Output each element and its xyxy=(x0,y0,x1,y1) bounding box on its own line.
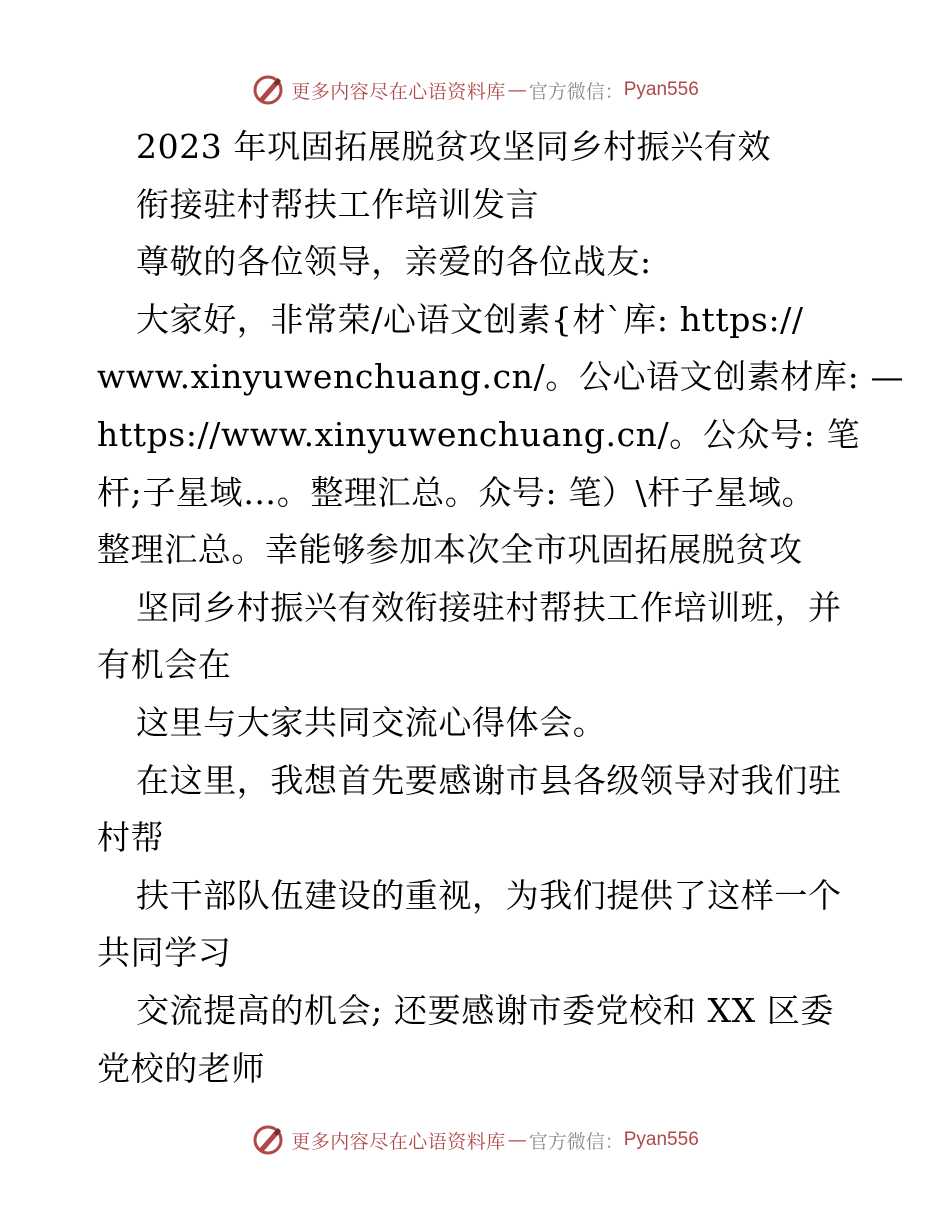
text-line: 有机会在 xyxy=(97,645,232,685)
watermark-wechat-id: Pyan556 xyxy=(623,79,699,100)
text-line: 大家好，非常荣/心语文创素{材`库: https:// xyxy=(136,299,804,339)
text-line: 衔接驻村帮扶工作培训发言 xyxy=(136,184,540,224)
watermark-text: 更多内容尽在心语资料库 xyxy=(291,80,506,103)
text-line: 2023 年巩固拓展脱贫攻坚同乡村振兴有效 xyxy=(136,127,772,166)
watermark-dash: — xyxy=(507,79,527,101)
text-line: 党校的老师 xyxy=(97,1048,265,1088)
document-body xyxy=(97,118,905,1097)
watermark-official-label: 官方微信： xyxy=(528,1130,624,1153)
text-line: 整理汇总。幸能够参加本次全市巩固拓展脱贫攻 xyxy=(97,530,803,570)
text-line: 在这里，我想首先要感谢市县各级领导对我们驻 xyxy=(136,760,842,800)
watermark-official-label: 官方微信： xyxy=(528,80,624,103)
text-line: https://www.xinyuwenchuang.cn/。公众号: 笔 xyxy=(97,414,861,454)
text-line: 坚同乡村振兴有效衔接驻村帮扶工作培训班，并 xyxy=(136,587,842,627)
text-line: 尊敬的各位领导，亲爱的各位战友: xyxy=(136,242,652,282)
text-line: 村帮 xyxy=(97,818,165,858)
header-watermark xyxy=(0,70,950,110)
pen-logo-icon xyxy=(251,1123,285,1157)
pen-logo-icon xyxy=(251,73,285,107)
text-line: 交流提高的机会; 还要感谢市委党校和 XX 区委 xyxy=(136,990,834,1030)
watermark-dash: — xyxy=(507,1129,527,1151)
text-line: www.xinyuwenchuang.cn/。公心语文创素材库: — xyxy=(97,357,905,397)
text-line: 杆;子星域…。整理汇总。众号: 笔）\杆子星域。 xyxy=(97,472,816,512)
text-line: 扶干部队伍建设的重视，为我们提供了这样一个 xyxy=(136,875,842,915)
watermark-wechat-id: Pyan556 xyxy=(623,1129,699,1150)
text-line: 共同学习 xyxy=(97,933,232,973)
text-line: 这里与大家共同交流心得体会。 xyxy=(136,702,607,742)
footer-watermark xyxy=(0,1120,950,1160)
watermark-text: 更多内容尽在心语资料库 xyxy=(291,1130,506,1153)
